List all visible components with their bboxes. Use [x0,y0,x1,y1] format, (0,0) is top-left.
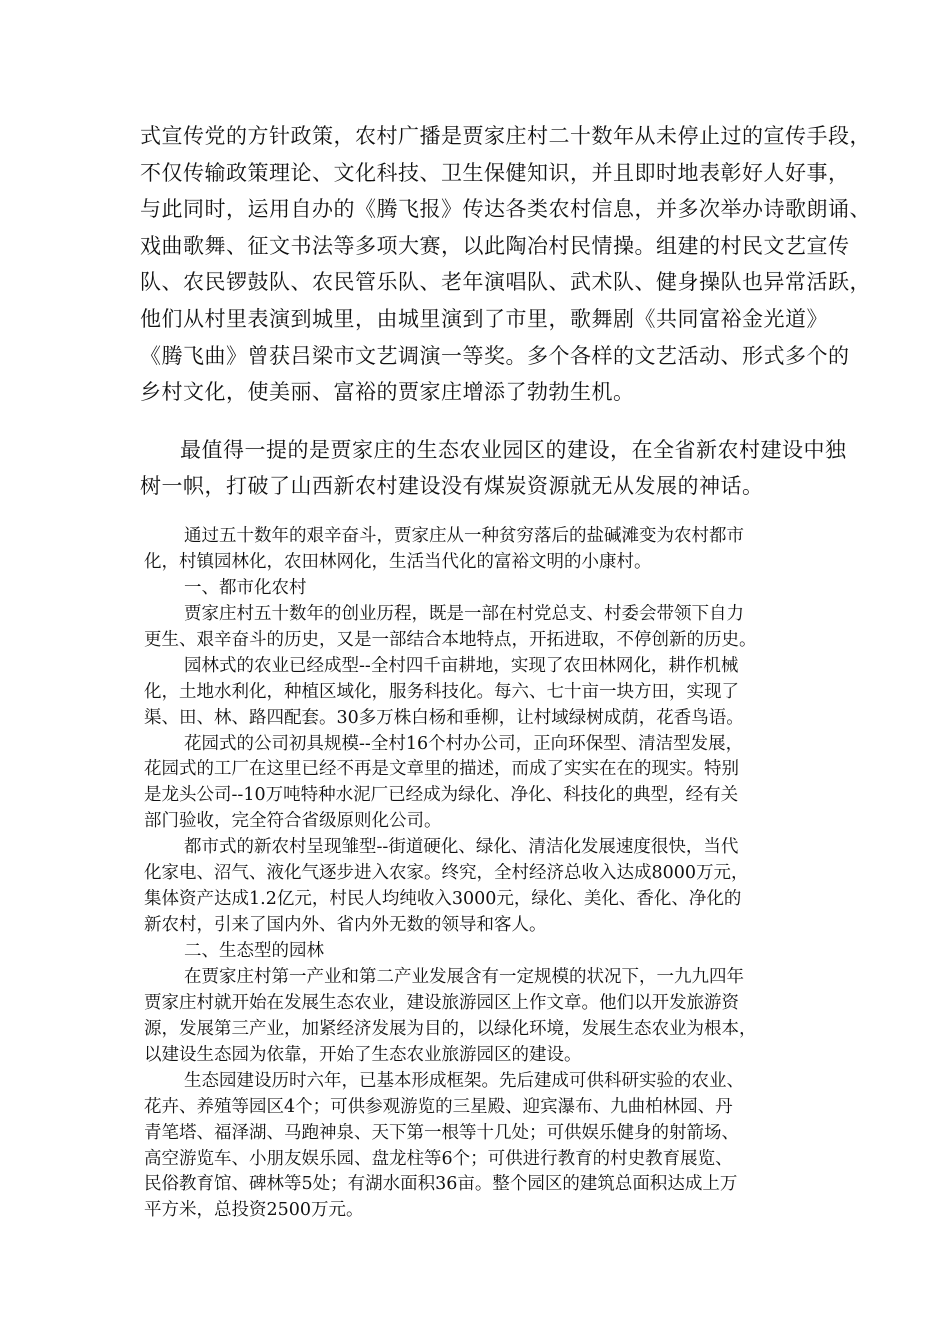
text-line: 集体资产达成1.2亿元，村民人均纯收入3000元，绿化、美化、香化、净化的 [144,889,742,910]
text-line: 式宣传党的方针政策，农村广播是贾家庄村二十数年从未停止过的宣传手段， [140,124,871,148]
text-line: 贾家庄村就开始在发展生态农业，建设旅游园区上作文章。他们以开发旅游资 [144,992,739,1013]
text-line: 不仅传输政策理论、文化科技、卫生保健知识，并且即时地表彰好人好事， [140,160,850,185]
text-line: 花园式的工厂在这里已经不再是文章里的描述，而成了实实在在的现实。特别 [144,759,739,780]
text-line: 民俗教育馆、碑林等5处；有湖水面积36亩。整个园区的建筑总面积达成上万 [144,1174,738,1195]
text-line: 与此同时，运用自办的《腾飞报》传达各类农村信息，并多次举办诗歌朗诵、 [140,197,871,222]
text-line: 以建设生态园为依靠，开始了生态农业旅游园区的建设。 [144,1044,582,1065]
heading-urbanized-village: 一、都市化农村 [184,577,307,598]
paragraph-culture [140,118,871,411]
text-line: 花园式的公司初具规模--全村16个村办公司，正向环保型、清洁型发展， [184,733,744,754]
text-line: 树一帜，打破了山西新农村建设没有煤炭资源就无从发展的神话。 [140,474,764,498]
text-line: 新农村，引来了国内外、省内外无数的领导和客人。 [144,915,547,936]
text-line: 更生、艰辛奋斗的历史，又是一部结合本地特点，开拓进取，不停创新的历史。 [144,629,757,650]
text-line: 都市式的新农村呈现雏型--街道硬化、绿化、清洁化发展速度很快，当代 [184,837,739,858]
text-line: 化，土地水利化，种植区域化，服务科技化。每六、七十亩一块方田，实现了 [144,681,739,702]
text-line: 渠、田、林、路四配套。30多万株白杨和垂柳，让村域绿树成荫，花香鸟语。 [144,707,744,728]
text-line: 化家电、沼气、液化气逐步进入农家。终究，全村经济总收入达成8000万元， [144,863,749,884]
text-line: 队、农民锣鼓队、农民管乐队、老年演唱队、武术队、健身操队也异常活跃， [140,270,871,295]
text-line: 青笔塔、福泽湖、马跑神泉、天下第一根等十几处；可供娱乐健身的射箭场、 [144,1122,739,1143]
text-line: 是龙头公司--10万吨特种水泥厂已经成为绿化、净化、科技化的典型，经有关 [144,785,739,806]
text-line: 源，发展第三产业，加紧经济发展为目的，以绿化环境，发展生态农业为根本， [144,1018,757,1039]
text-line: 高空游览车、小朋友娱乐园、盘龙柱等6个；可供进行教育的村史教育展览、 [144,1148,733,1169]
text-line: 最值得一提的是贾家庄的生态农业园区的建设，在全省新农村建设中独 [180,438,847,462]
text-line: 部门验收，完全符合省级原则化公司。 [144,811,442,832]
text-line: 他们从村里表演到城里，由城里演到了市里，歌舞剧《共同富裕金光道》 [140,306,828,331]
text-line: 乡村文化，使美丽、富裕的贾家庄增添了勃勃生机。 [140,380,635,405]
text-line: 戏曲歌舞、征文书法等多项大赛，以此陶冶村民情操。组建的村民文艺宣传 [140,233,850,258]
text-line: 园林式的农业已经成型--全村四千亩耕地，实现了农田林网化，耕作机械 [184,655,739,676]
text-line: 贾家庄村五十数年的创业历程，既是一部在村党总支、村委会带领下自力 [184,603,744,624]
text-line: 通过五十数年的艰辛奋斗，贾家庄从一种贫穷落后的盐碱滩变为农村都市 [184,526,744,546]
paragraph-eco-park-intro [140,432,847,504]
text-line: 花卉、养殖等园区4个；可供参观游览的三星殿、迎宾瀑布、九曲柏林园、丹 [144,1096,733,1117]
text-line: 《腾飞曲》曾获吕梁市文艺调演一等奖。多个各样的文艺活动、形式多个的 [140,343,850,368]
text-line: 生态园建设历时六年，已基本形成框架。先后建成可供科研实验的农业、 [184,1070,744,1091]
heading-ecological-garden: 二、生态型的园林 [184,941,324,961]
text-line: 在贾家庄村第一产业和第二产业发展含有一定规模的状况下，一九九四年 [184,966,744,987]
text-line: 化，村镇园林化，农田林网化，生活当代化的富裕文明的小康村。 [144,551,652,572]
body-text [144,524,808,1224]
text-line: 平方米，总投资2500万元。 [144,1200,364,1221]
